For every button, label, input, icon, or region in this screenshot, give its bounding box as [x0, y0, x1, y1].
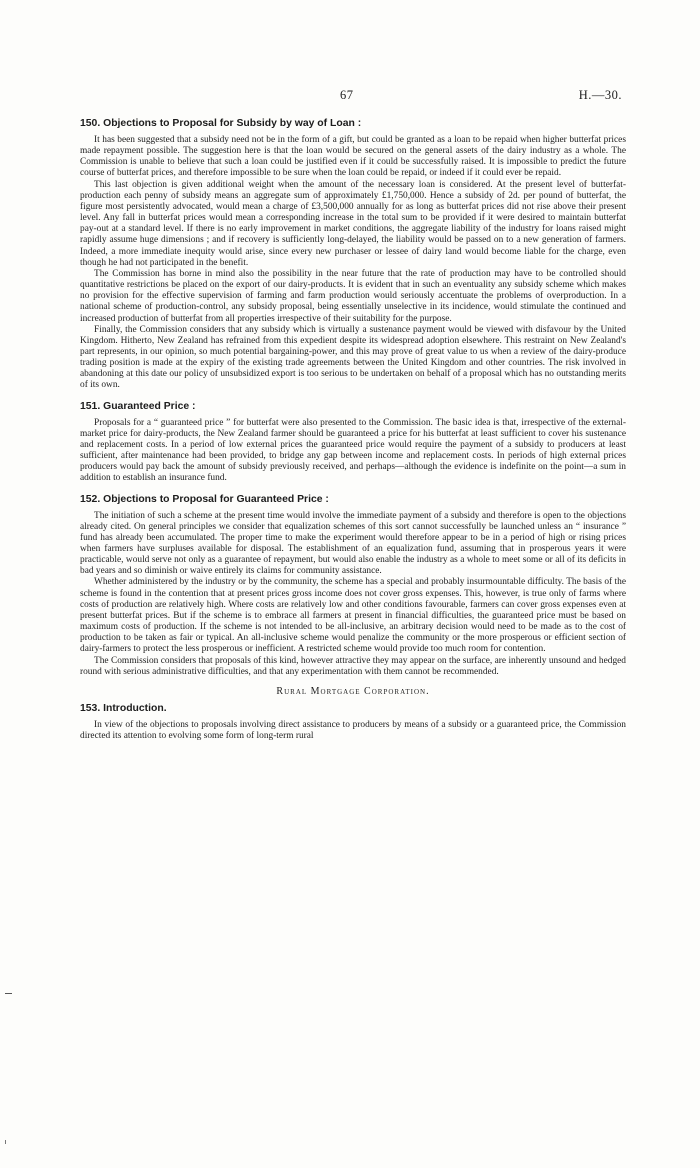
section-151	[80, 400, 626, 485]
section-153	[80, 702, 626, 742]
paragraph: It has been suggested that a subsidy need not be in the form of a gift, but could be granted as a loan to be repaid when higher butterfat prices made repayment possible. The suggestion here is that the loan would be secured on the general assets of the dairy industry as a whole. The Commission is unable to believe that such a loan could be justified even if it could be successfully raised. It is impossible to predict the future course of butterfat prices, and therefore impossible to be sure when the loan could be repaid, or indeed if it could ever be repaid.	[80, 135, 626, 179]
paragraph: In view of the objections to proposals involving direct assistance to producers by means of a subsidy or a guaranteed price, the Commission directed its attention to evolving some form of long-term rural	[80, 719, 626, 742]
paragraph: Finally, the Commission considers that any subsidy which is virtually a sustenance payment would be viewed with disfavour by the United Kingdom. Hitherto, New Zealand has refrained from this expedient despite its widespread adoption elsewhere. This restraint on New Zealand's part represents, in our opinion, so much potential bargaining-power, and this may prove of great value to us when a review of the dairy-produce trading position is made at the expiry of the existing trade agreements between the United Kingdom and other countries. The risk involved in abandoning at this date our policy of unsubsidized export is too serious to be undertaken on behalf of a proposal which has no outstanding merits of its own.	[80, 324, 626, 391]
page-number: 67	[340, 88, 354, 102]
paragraph: The Commission has borne in mind also the possibility in the near future that the rate of production may have to be controlled should quantitative restrictions be placed on the export of our dairy-products. It is evident that in such an eventuality any subsidy scheme which makes no provision for the effective supervision of farming and farm production would seriously accentuate the problems of overproduction. In a national scheme of production-control, any subsidy proposal, being essentially unselective in its incidence, would stimulate the continued and increased production of butterfat from all properties irrespective of their suitability for the purpose.	[80, 268, 626, 324]
margin-dot	[5, 1140, 6, 1144]
part-subtitle: Rural Mortgage Corporation.	[276, 685, 430, 697]
paragraph: Proposals for a “ guaranteed price ” for butterfat were also presented to the Commission. The basic idea is that, irrespective of the external-market price for dairy-products, the New Zealand farmer should be guaranteed a price for his butterfat at least sufficient to cover his sustenance and replacement costs. In a period of low external prices the guaranteed price would require the payment of a subsidy to producers at least sufficient, after maintenance had been provided, to bridge any gap between income and replacement costs. In periods of high external prices producers would pay back the amount of subsidy previously received, and perhaps—although the evidence is indefinite on the point—a sum in addition to establish an insurance fund.	[80, 417, 626, 484]
paragraph: The Commission considers that proposals of this kind, however attractive they may appear on the surface, are inherently unsound and hedged round with serious administrative difficulties, and that any experimentation with them cannot be recommended.	[80, 655, 626, 677]
section-150	[80, 117, 626, 392]
margin-mark	[5, 993, 12, 994]
paragraph: The initiation of such a scheme at the present time would involve the immediate payment of a subsidy and therefore is open to the objections already cited. On general principles we consider that equalization schemes of this sort cannot successfully be launched unless an “ insurance ” fund has already been accumulated. The proper time to make the experiment would therefore appear to be in a period of high or rising prices when farmers have surpluses available for disposal. The establishment of an equalization fund, assuming that in prosperous years it were practicable, would serve not only as a guarantee of repayment, but would also enable the industry as a whole to meet some or all of its deficits in bad years and so diminish or waive entirely its claims for community assistance.	[80, 510, 626, 577]
section-heading: 151. Guaranteed Price :	[80, 400, 196, 412]
section-heading: 153. Introduction.	[80, 702, 167, 714]
page-header	[0, 88, 700, 104]
document-reference: H.—30.	[578, 88, 622, 102]
paragraph: This last objection is given additional weight when the amount of the necessary loan is considered. At the present level of butterfat-production each penny of subsidy means an aggregate sum of approximately £1,750,000. Hence a subsidy of 2d. per pound of butterfat, the figure most persistently advocated, would mean a charge of £3,500,000 annually for as long as butterfat prices did not rise above their present level. Any fall in butterfat prices would mean a corresponding increase in the total sum to be provided if it were desired to maintain butterfat pay-out at a standard level. If there is no early improvement in market conditions, the aggregate liability of the industry for loans raised might rapidly assume huge dimensions ; and if recovery is sufficiently long-delayed, the liability would be passed on to a new generation of farmers. Indeed, a more immediate inequity would arise, since every new purchaser or lessee of dairy land would become liable for the charge, even though he had not participated in the benefit.	[80, 179, 626, 268]
section-152	[80, 493, 626, 678]
section-heading: 150. Objections to Proposal for Subsidy by way of Loan :	[80, 118, 362, 129]
paragraph: Whether administered by the industry or by the community, the scheme has a special and probably insurmountable difficulty. The basis of the scheme is found in the contention that at present prices gross income does not cover gross expenses. This, however, is true only of farms where costs of production are relatively high. Where costs are relatively low and other conditions favourable, farmers can cover gross expenses even at present butterfat prices. But if the scheme is to embrace all farmers at present in financial difficulties, the guaranteed price must be based on maximum costs of production. If the scheme is not intended to be all-inclusive, an arbitrary decision would need to be made as to the cost of production to be taken as fair or typical. An all-inclusive scheme would penalize the community or the more prosperous or efficient section of dairy-farmers to protect the less prosperous or inefficient. A restricted scheme would provide too much room for contention.	[80, 577, 626, 655]
section-heading: 152. Objections to Proposal for Guaranteed Price :	[80, 493, 329, 505]
document-body	[80, 117, 626, 750]
